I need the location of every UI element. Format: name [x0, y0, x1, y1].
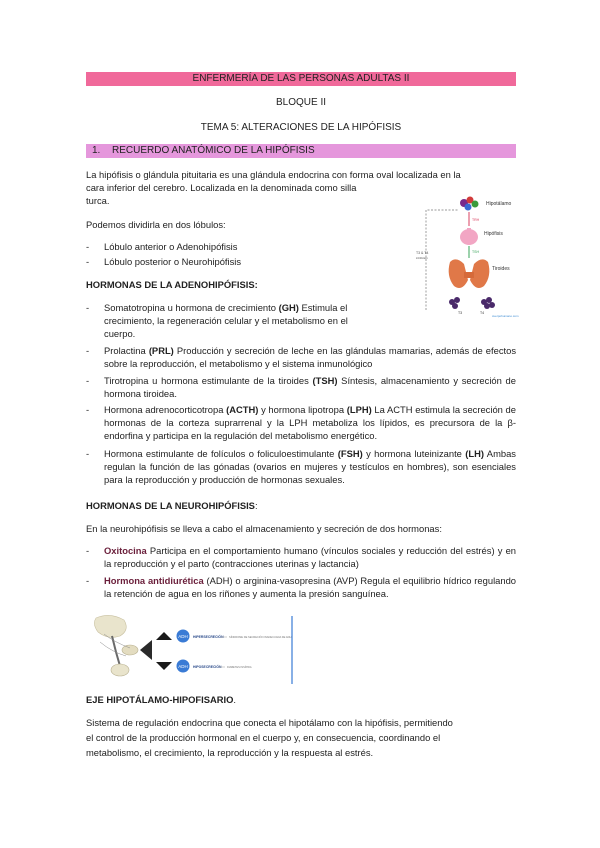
block-label: BLOQUE II — [275, 97, 326, 108]
list-item: - Tirotropina u hormona estimulante de la tiroides (TSH) Síntesis, almacenamiento y secreción de hormona tiroidea. — [86, 375, 516, 400]
svg-text:ADH: ADH — [178, 634, 188, 639]
t3-label: T3 — [458, 311, 463, 315]
trh-label: TRH — [472, 218, 480, 222]
pituitary-icon — [460, 228, 478, 245]
tsh-label: TSH — [472, 250, 479, 254]
hyposecretion-desc: DIABETES INSÍPIDA — [227, 666, 252, 669]
topic-title: TEMA 5: ALTERACIONES DE LA HIPÓFISIS — [200, 122, 402, 133]
thyroid-label: Tiroides — [492, 266, 510, 272]
intro-line-3: turca. — [86, 195, 110, 206]
hypothalamus-icon — [460, 197, 479, 211]
neuro-intro: En la neurohipófisis se lleva a cabo el almacenamiento y secreción de dos hormonas: — [86, 523, 442, 534]
list-item: - Hormona adrenocorticotropa (ACTH) y hormona lipotropa (LPH) La ACTH estimula la secreción de hormonas de la corteza suprarrenal y la LPH metaboliza los lípidos, es precursora de la β-endorfina y participa en la regulación del metabolismo energético. — [86, 404, 516, 442]
adeno-heading: HORMONAS DE LA ADENOHIPÓFISIS: — [86, 279, 258, 290]
lobe-posterior: Lóbulo posterior o Neurohipófisis — [104, 256, 242, 267]
svg-text:ADH: ADH — [178, 664, 188, 669]
hypothalamus-pituitary-thyroid-figure — [412, 190, 522, 318]
hypothalamus-label: Hipotálamo — [486, 201, 512, 207]
adh-badge-bottom — [177, 660, 190, 673]
t4-label: T4 — [480, 311, 485, 315]
neuro-heading: HORMONAS DE LA NEUROHIPÓFISIS: — [86, 500, 258, 511]
t4-molecule-icon — [481, 297, 495, 309]
list-item: - Prolactina (PRL) Producción y secreción de leche en las glándulas mamarias, además de efectos sobre la reproducción, el metabolismo y el sistema inmunológico — [86, 345, 517, 370]
adh-secretion-figure — [90, 612, 294, 686]
figure-credit: cuerpohumano.com — [492, 314, 519, 318]
section-number: 1. — [92, 145, 101, 156]
intro-line-2: cara inferior del cerebro. Localizada en la denominada como silla — [86, 182, 357, 193]
adh-badge-top — [177, 630, 190, 643]
list-item: - Lóbulo anterior o Adenohipófisis — [86, 240, 386, 253]
t3t4-feedback-label: T3 & T4 — [416, 251, 429, 255]
list-item: - Hormona estimulante de folículos o foliculoestimulante (FSH) y hormona luteinizante (LH) Ambas regulan la función de las gónadas (ovarios en mujeres y testículos en hombres), son esenciales para la reproducción y producción de hormonas sexuales. — [86, 448, 516, 486]
axis-heading: EJE HIPOTÁLAMO-HIPOFISARIO. — [86, 694, 237, 705]
axis-line-2: el control de la producción hormonal en el cuerpo y, en consecuencia, coordinando el — [86, 732, 441, 743]
list-item: - Lóbulo posterior o Neurohipófisis — [86, 255, 386, 268]
hyposecretion-label: HIPOSECRECIÓN — [193, 665, 222, 669]
t3-molecule-icon — [449, 297, 460, 309]
axis-line-3: metabolismo, el crecimiento, la reproducción y la respuesta al estrés. — [86, 747, 374, 758]
section-header — [86, 144, 516, 158]
inhibition-label: inhibition — [416, 256, 428, 260]
pituitary-label: Hipófisis — [484, 231, 503, 237]
axis-line-1: Sistema de regulación endocrina que conecta el hipotálamo con la hipófisis, permitiendo — [86, 717, 453, 728]
course-title: ENFERMERÍA DE LAS PERSONAS ADULTAS II — [192, 73, 410, 84]
hypersecretion-desc: SÍNDROME DE SECRECIÓN INADECUADA DE ADH — [229, 636, 292, 639]
thyroid-icon — [449, 259, 490, 288]
list-item: - Oxitocina Participa en el comportamiento humano (vínculos sociales y reducción del estrés) y en la reproducción y el parto (contracciones uterinas y lactancia) — [86, 545, 516, 570]
hypersecretion-label: HIPERSECRECIÓN — [193, 635, 224, 639]
intro-line-1: La hipófisis o glándula pituitaria es una glándula endocrina con forma oval localizada en la — [86, 169, 461, 180]
lobe-anterior: Lóbulo anterior o Adenohipófisis — [104, 241, 238, 252]
lobes-intro: Podemos dividirla en dos lóbulos: — [86, 219, 226, 230]
course-title-bar — [86, 72, 516, 86]
section-title: RECUERDO ANATÓMICO DE LA HIPÓFISIS — [112, 145, 315, 156]
list-item: - Hormona antidiurética (ADH) o arginina-vasopresina (AVP) Regula el equilibrio hídrico regulando la retención de agua en los riñones y aumenta la presión sanguínea. — [86, 575, 517, 600]
list-item: - Somatotropina u hormona de crecimiento (GH) Estimula el crecimiento, la regeneración celular y el metabolismo en el cuerpo. — [86, 302, 348, 340]
